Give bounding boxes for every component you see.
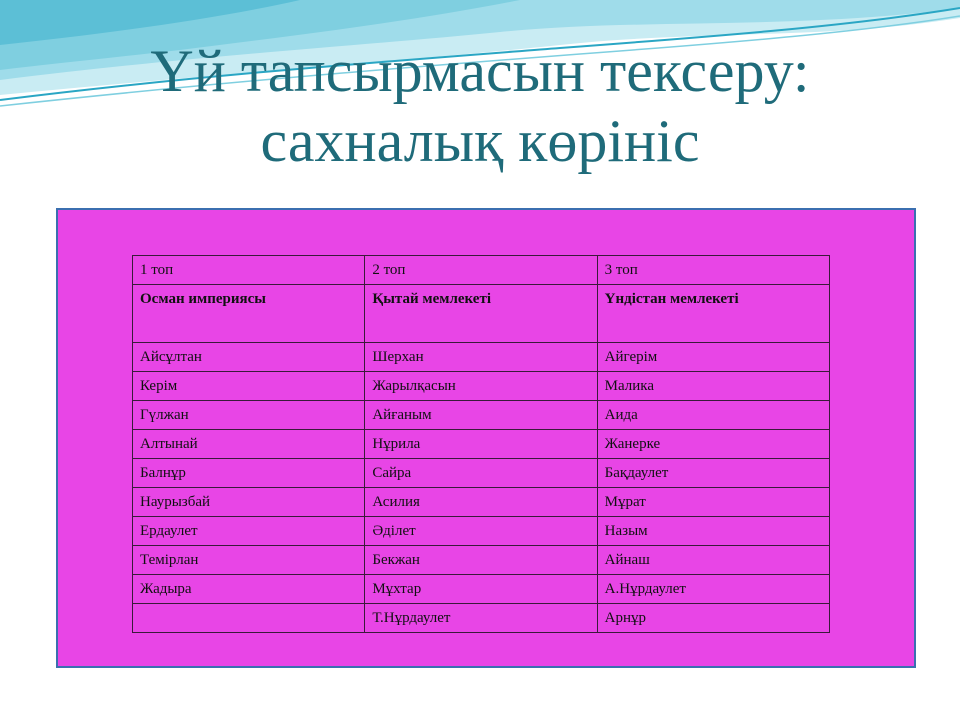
table-cell: Ердаулет: [133, 517, 365, 546]
group-label-row: [133, 256, 830, 285]
table-cell: Шерхан: [365, 343, 597, 372]
table-row: [133, 488, 830, 517]
slide-title-line2: сахналық көрініс: [260, 108, 700, 174]
table-cell: Балнұр: [133, 459, 365, 488]
table-cell: Айгерім: [597, 343, 829, 372]
table-cell: Нұрила: [365, 430, 597, 459]
slide-title-line1: Үй тапсырмасын тексеру:: [150, 38, 810, 104]
table-row: [133, 604, 830, 633]
table-cell: Айсұлтан: [133, 343, 365, 372]
table-cell: 1 топ: [133, 256, 365, 285]
table-cell: Қытай мемлекеті: [365, 285, 597, 343]
table-cell: Әділет: [365, 517, 597, 546]
table-cell: Жарылқасын: [365, 372, 597, 401]
table-row: [133, 343, 830, 372]
slide-title: [0, 36, 960, 176]
table-row: [133, 517, 830, 546]
table-cell: Айғаным: [365, 401, 597, 430]
table-cell: Мұхтар: [365, 575, 597, 604]
table-cell: Гүлжан: [133, 401, 365, 430]
table-cell: Айнаш: [597, 546, 829, 575]
table-cell: Малика: [597, 372, 829, 401]
table-cell: Асилия: [365, 488, 597, 517]
table-cell: А.Нұрдаулет: [597, 575, 829, 604]
table-row: [133, 575, 830, 604]
table-cell: Үндістан мемлекеті: [597, 285, 829, 343]
content-panel: [56, 208, 916, 668]
table-cell: Алтынай: [133, 430, 365, 459]
table-cell: Т.Нұрдаулет: [365, 604, 597, 633]
table-cell: 3 топ: [597, 256, 829, 285]
table-cell: 2 топ: [365, 256, 597, 285]
table-row: [133, 459, 830, 488]
table-cell: Наурызбай: [133, 488, 365, 517]
header-row: [133, 285, 830, 343]
table-cell: Назым: [597, 517, 829, 546]
table-row: [133, 401, 830, 430]
table-cell: Арнұр: [597, 604, 829, 633]
table-cell: [133, 604, 365, 633]
table-row: [133, 372, 830, 401]
table-cell: Керім: [133, 372, 365, 401]
table-cell: Темірлан: [133, 546, 365, 575]
table-row: [133, 546, 830, 575]
groups-table: [132, 255, 830, 633]
table-cell: Жанерке: [597, 430, 829, 459]
table-cell: Осман империясы: [133, 285, 365, 343]
table-cell: Бекжан: [365, 546, 597, 575]
table-cell: Бақдаулет: [597, 459, 829, 488]
table-cell: Аида: [597, 401, 829, 430]
table-row: [133, 430, 830, 459]
table-cell: Жадыра: [133, 575, 365, 604]
table-cell: Мұрат: [597, 488, 829, 517]
table-cell: Сайра: [365, 459, 597, 488]
